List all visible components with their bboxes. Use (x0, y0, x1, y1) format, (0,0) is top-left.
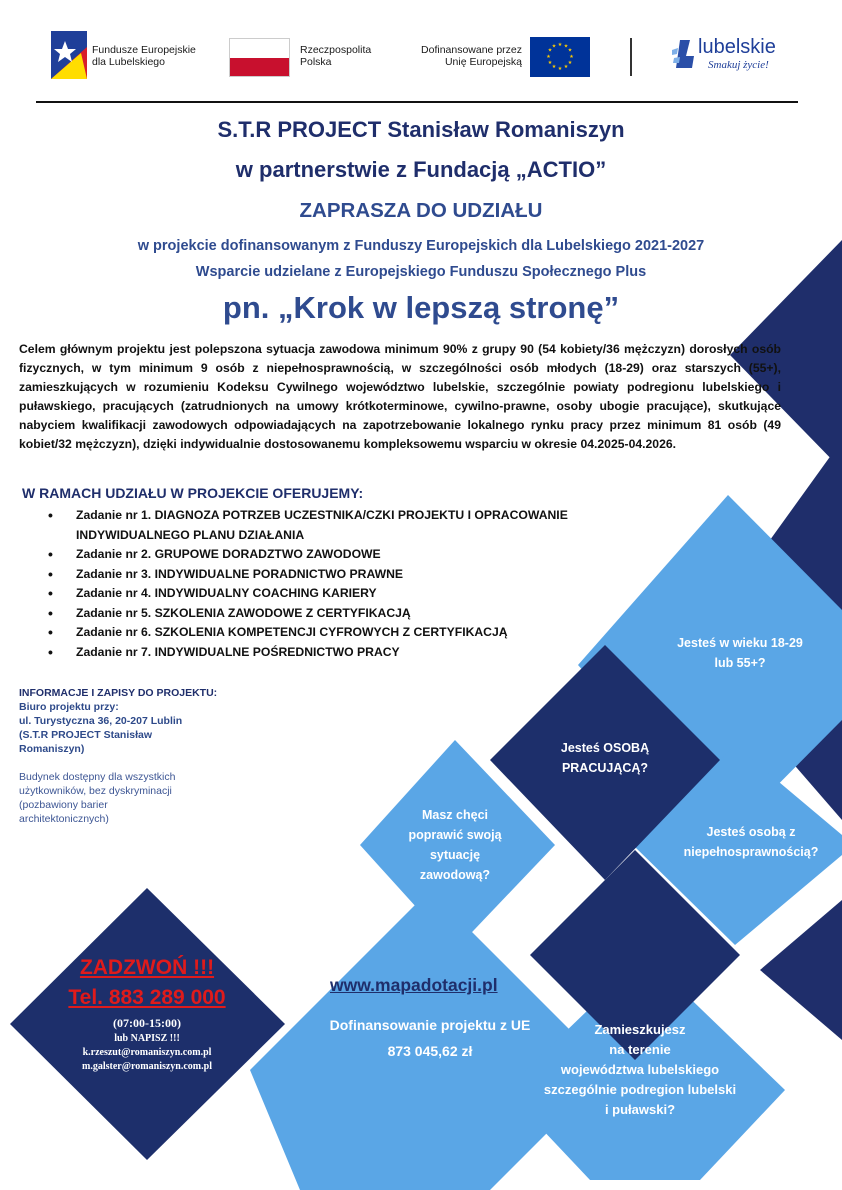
question-living (515, 1020, 765, 1120)
task-3-text: Zadanie nr 3. INDYWIDUALNE PORADNICTWO PRAWNE (76, 566, 404, 581)
task-1-text-cont: INDYWIDUALNEGO PLANU DZIAŁANIA (76, 527, 305, 542)
fe-logo-icon (51, 31, 87, 79)
funding-label: Dofinansowanie projektu z UE (329, 1017, 531, 1033)
question-improve-line: sytuację (429, 848, 481, 862)
svg-text:★: ★ (551, 43, 557, 50)
question-age-line: lub 55+? (714, 656, 766, 670)
info-line: (S.T.R PROJECT Stanisław (19, 729, 153, 741)
svg-text:★: ★ (567, 60, 573, 66)
task-7-text: Zadanie nr 7. INDYWIDUALNE POŚREDNICTWO PRACY (76, 644, 400, 659)
task-list (48, 506, 568, 662)
svg-text:★: ★ (547, 47, 553, 54)
pl-logo-line2: Polska (300, 56, 332, 68)
task-4-text: Zadanie nr 4. INDYWIDUALNY COACHING KARIERY (76, 586, 377, 600)
heading-project-name: pn. „Krok w lepszą stronę” (222, 290, 620, 325)
question-improve-line: poprawić swoją (408, 828, 502, 842)
offer-title: W RAMACH UDZIAŁU W PROJEKCIE OFERUJEMY: (22, 485, 364, 501)
pl-logo-text (300, 44, 371, 68)
svg-text:★: ★ (563, 64, 569, 70)
question-working-line: Jesteś OSOBĄ (560, 741, 650, 755)
logo-fundusze-europejskie (51, 31, 87, 79)
info-line: Biuro projektu przy: (19, 701, 119, 713)
task-5-text: Zadanie nr 5. SZKOLENIA ZAWODOWE Z CERTYFIKACJĄ (76, 605, 411, 620)
svg-text:★: ★ (547, 60, 553, 66)
logo-divider (630, 38, 632, 76)
question-living-line: na terenie (609, 1042, 671, 1057)
accessibility-line: Budynek dostępny dla wszystkich (19, 771, 176, 783)
svg-text:★: ★ (563, 43, 569, 50)
question-disability-line: Jesteś osobą z (706, 825, 796, 839)
task-item (48, 565, 568, 585)
accessibility-line: architektonicznych) (19, 813, 109, 825)
svg-text:★: ★ (569, 54, 574, 60)
task-item (48, 623, 568, 643)
eu-logo-line1: Dofinansowane przez (421, 44, 522, 56)
task-2-text: Zadanie nr 2. GRUPOWE DORADZTWO ZAWODOWE (76, 547, 381, 561)
svg-text:★: ★ (557, 66, 563, 72)
pl-logo-line1: Rzeczpospolita (300, 44, 372, 56)
question-living-line: i puławski? (604, 1102, 676, 1117)
svg-text:★: ★ (546, 54, 551, 60)
question-disability (660, 822, 842, 862)
info-line: Romaniszyn) (19, 743, 85, 755)
task-6-text: Zadanie nr 6. SZKOLENIA KOMPETENCJI CYFROWYCH Z CERTYFIKACJĄ (76, 625, 508, 639)
question-improve-line: Masz chęci (421, 808, 488, 822)
info-address: ul. Turystyczna 36, 20-207 Lublin (19, 715, 183, 727)
heading-sub2: Wsparcie udzielane z Europejskiego Funduszu Społecznego Plus (195, 264, 647, 280)
question-living-line: Zamieszkujesz (594, 1022, 686, 1037)
task-item (48, 584, 568, 604)
fe-logo-text (92, 44, 196, 68)
question-age-line: Jesteś w wieku 18-29 (677, 636, 803, 650)
question-disability-line: niepełnosprawnością? (683, 845, 819, 859)
heading-company: S.T.R PROJECT Stanisław Romaniszyn (217, 117, 625, 142)
polish-flag-icon (229, 38, 290, 77)
task-item (48, 545, 568, 565)
task-item (48, 604, 568, 624)
call-now-heading: ZADZWOŃ !!! (79, 956, 215, 979)
question-improve-line: zawodową? (419, 868, 491, 882)
question-living-line: województwa lubelskiego (560, 1062, 720, 1077)
office-hours: (07:00-15:00) (113, 1016, 181, 1030)
question-working-line: PRACUJĄCĄ? (561, 761, 649, 775)
dark-diamond-right-3 (760, 900, 842, 1040)
question-working (520, 738, 690, 778)
fe-logo-line2: dla Lubelskiego (92, 56, 165, 68)
accessibility-line: użytkowników, bez dyskryminacji (19, 785, 172, 797)
write-heading: lub NAPISZ !!! (114, 1033, 180, 1044)
heading-invite: ZAPRASZA DO UDZIAŁU (299, 199, 543, 222)
email-link[interactable]: k.rzeszut@romaniszyn.com.pl (82, 1047, 212, 1058)
svg-text:★: ★ (551, 64, 557, 70)
header-rule (36, 101, 798, 103)
info-block (19, 686, 249, 826)
lubelskie-emblem-icon (672, 38, 698, 72)
task-item (48, 506, 568, 545)
svg-text:★: ★ (557, 42, 563, 48)
accessibility-line: (pozbawiony barier (19, 799, 108, 811)
question-age (640, 633, 840, 673)
website-link[interactable]: www.mapadotacji.pl (330, 975, 498, 995)
lubelskie-tagline: Smakuj życie! (708, 59, 769, 71)
heading-sub1: w projekcie dofinansowanym z Funduszy Europejskich dla Lubelskiego 2021-2027 (137, 238, 705, 254)
eu-logo-line2: Unię Europejską (444, 56, 522, 68)
task-1-text: Zadanie nr 1. DIAGNOZA POTRZEB UCZESTNIKA/CZKI PROJEKTU I OPRACOWANIE (76, 508, 568, 522)
eu-logo-text (405, 44, 522, 68)
eu-flag-icon (530, 37, 590, 77)
question-living-line: szczególnie podregion lubelski (543, 1082, 737, 1097)
lubelskie-logo (672, 36, 792, 76)
question-improve (395, 805, 515, 885)
funding-amount: 873 045,62 zł (387, 1043, 473, 1059)
email-link[interactable]: m.galster@romaniszyn.com.pl (82, 1061, 212, 1072)
task-item (48, 643, 568, 663)
lubelskie-name: lubelskie (698, 36, 776, 58)
svg-text:★: ★ (567, 47, 573, 54)
heading-partnership: w partnerstwie z Fundacją „ACTIO” (235, 157, 607, 182)
project-goal-paragraph: Celem głównym projektu jest polepszona sytuacja zawodowa minimum 90% z grupy 90 (54 kobiety/36 mężczyzn) dorosłych osób fizycznych, w tym minimum 9 osób z niepełnosprawnością, w szczególności osób młodych (18-29) oraz starszych (55+), zamieszkujących w rozumieniu Kodeksu Cywilnego województwo lubelskie, szczególnie powiaty podregionu lubelskiego i puławskiego, pracujących (zatrudnionych na umowy krótkoterminowe, cywilno-prawne, osoby ubogie pracujące), skutkujące nabyciem kwalifikacji zawodowych odpowiadających na zapotrzebowanie lokalnego rynku pracy przez minimum 81 osób (49 kobiet/32 mężczyzn), dzięki indywidualnie dostosowanemu kompleksowemu wsparciu w okresie 04.2025-04.2026. (19, 342, 781, 451)
info-title: INFORMACJE I ZAPISY DO PROJEKTU: (19, 687, 218, 699)
fe-logo-line1: Fundusze Europejskie (92, 44, 196, 56)
phone-number-link[interactable]: Tel. 883 289 000 (68, 986, 226, 1009)
